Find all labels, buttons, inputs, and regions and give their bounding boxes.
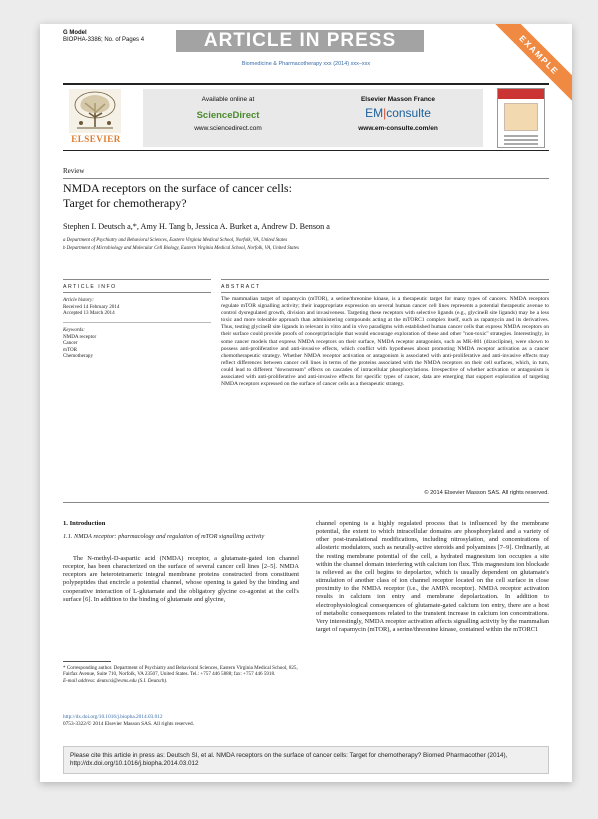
cover-line	[504, 135, 538, 137]
history-label: Article history:	[63, 297, 94, 303]
cover-line	[504, 139, 538, 141]
em-logo-divider: |	[383, 106, 387, 120]
elsevier-masson-label: Elsevier Masson France	[360, 96, 436, 103]
journal-cover-thumbnail[interactable]	[497, 88, 545, 148]
available-online-label: Available online at	[201, 96, 255, 103]
corresponding-author-footnote	[63, 665, 299, 684]
em-consulte-logo[interactable]	[313, 106, 483, 120]
sciencedirect-logo[interactable]: ScienceDirect	[196, 110, 260, 121]
elsevier-wordmark: ELSEVIER	[71, 134, 121, 144]
divider	[63, 178, 549, 179]
elsevier-tree-icon	[69, 89, 121, 133]
em-logo-left: EM	[365, 106, 384, 120]
article-in-press-banner: ARTICLE IN PRESS	[176, 30, 424, 52]
footnote-text: * Corresponding author. Department of Psychiatry and Behavioral Sciences, Eastern Virginia Medical School, 825, Fairfax Avenue, Suite 710, Norfolk, VA 23507, United States. Tel.: +757 446 5888; fax: +757 446 5918.	[63, 665, 298, 678]
example-ribbon-label: EXAMPLE	[492, 24, 572, 104]
gmodel-label: G Model	[63, 30, 87, 36]
article-info-heading: ARTICLE INFO	[63, 284, 117, 290]
issn-line: 0753-3322/© 2014 Elsevier Masson SAS. All rights reserved.	[63, 721, 194, 727]
cover-line	[504, 143, 538, 145]
received-date: Received 14 February 2014	[63, 303, 120, 310]
abstract-heading: ABSTRACT	[221, 284, 261, 290]
cover-top-band	[498, 89, 544, 99]
keywords-block	[63, 327, 96, 360]
author-list: Stephen I. Deutsch a,*, Amy H. Tang b, Jessica A. Burket a, Andrew D. Benson a	[63, 222, 330, 231]
keyword-item: NMDA receptor	[63, 333, 97, 340]
footnote-email[interactable]: E-mail address: deutscsi@evms.edu (S.I. Deutsch).	[63, 677, 168, 684]
cite-this-article-box: Please cite this article in press as: Deutsch SI, et al. NMDA receptors on the surface of cancer cells: Target for chemotherapy? Biomed Pharmacother (2014), http://dx.doi.org/10.1016/j.biopha.2014.03.012	[63, 746, 549, 774]
divider	[63, 292, 211, 293]
keywords-label: Keywords:	[63, 327, 85, 333]
section-heading-introduction: 1. Introduction	[63, 520, 106, 527]
article-history	[63, 297, 119, 317]
footnote-rule	[63, 661, 111, 662]
affiliation-b: b Department of Microbiology and Molecular Cell Biology, Eastern Virginia Medical School, Norfolk, VA, United States	[63, 246, 299, 251]
affiliation-a: a Department of Psychiatry and Behavioral Sciences, Eastern Virginia Medical School, Norfolk, VA, United States	[63, 238, 288, 243]
divider	[63, 502, 549, 503]
divider	[63, 322, 211, 323]
ref-id: BIOPHA-3386; No. of Pages 4	[63, 37, 145, 43]
keyword-item: mTOR	[63, 346, 78, 353]
availability-box	[143, 89, 483, 147]
journal-header-band	[63, 83, 549, 151]
body-column-left: The N-methyl-D-aspartic acid (NMDA) receptor, a glutamate-gated ion channel receptor, has been characterized on the surface of several cancer cell lines [2–5]. NMDA receptors are heterotetrameric integral membrane proteins constructed from constituent polypeptides that encircle a potential channel, whose opening is gated by the binding and cooperative interaction of L-glutamate and the obligatory glycine co-agonist at the cell's surface [6]. In addition to the binding of glutamate and glycine,	[63, 555, 299, 603]
elsevier-logo[interactable]	[63, 89, 129, 149]
em-logo-right: consulte	[386, 106, 431, 120]
doi-link[interactable]: http://dx.doi.org/10.1016/j.biopha.2014.03.012	[63, 714, 163, 720]
journal-citation-line[interactable]: Biomedicine & Pharmacotherapy xxx (2014) xxx–xxx	[241, 61, 371, 67]
keyword-item: Chemotherapy	[63, 353, 93, 359]
title-line-1: NMDA receptors on the surface of cancer cells:	[63, 181, 292, 195]
divider	[221, 279, 549, 280]
divider	[63, 279, 211, 280]
accepted-date: Accepted 13 March 2014	[63, 310, 115, 316]
body-column-right: channel opening is a highly regulated process that is influenced by the membrane potential, the extent to which intracellular domains are phosphorylated and a variety of other post-translational modifications, including nitrosylation, and concentrations of allosteric modulators, such as neurally-active steroids and polyamines [7–9]. Ordinarily, at the resting membrane potential of the cell, a hydrated magnesium ion occupies a site within the channel domain interfering with calcium ion flux. This magnesium ion blockade is relieved as the cell begins to depolarize, which is usually dependent on glutamate's stimulation of another class of ion channel receptor located on the cell surface in close proximity to the NMDA receptor (i.e., the AMPA receptor). NMDA receptor activation results in calcium ion entry and membrane depolarization. In addition to electrophysiological consequences of glutamate-gated calcium ion entry, there are a host of metabolic consequences related to the transient increase in calcium ion concentrations. Very interestingly, NMDA receptor activation affects signalling activity by the mammalian target of rapamycin (mTOR), a serine/threonine kinase, contained within the mTORC1	[316, 520, 549, 634]
abstract-copyright: © 2014 Elsevier Masson SAS. All rights reserved.	[424, 490, 549, 496]
manuscript-ref	[63, 30, 144, 44]
cover-image	[504, 103, 538, 131]
abstract-text: The mammalian target of rapamycin (mTOR), a serine/threonine kinase, is a therapeutic target for many types of cancers. NMDA receptors regulate mTOR signalling activity; their inappropriate expression on several human cancer cell lines represents a potential therapeutic avenue to control dysregulated growth, division and invasiveness. Targeting these receptors with selective ligands (e.g., glycineB site ligands) may be a less toxic and more tolerable approach than administering compounds acting at the mTORC1 complex itself, such as rapamycin and its derivatives. Thus, testing glycineB site ligands in relevant in vitro and in vivo paradigms with established human cancer cells that express NMDA receptors on their surface could provide proofs of concept/principle that would encourage exploration of these and other "non-toxic" strategies. Interestingly, in some cancer models that express NMDA receptors on their surface, NMDA receptor antagonists, such as MK-801 (dizocilpine), were shown to possess anti-proliferative and anti-invasive effects, which conflict with hypotheses about promoting NMDA receptor activation as a cancer chemotherapeutic strategy. Whether NMDA receptor activation or antagonism is associated with anti-proliferative and anti-invasive effects may reflect differences between cancer cell lines in terms of the proteins associated with the NMDA receptors on their cell surfaces, which, in turn, could lead to different "downstream" effects on cascades of intracellular phosphorylations. Irrespective of whether activation or antagonism is associated with anti-proliferative and anti-invasive effects for specific types of cancer, data are emerging that support exploration of targeting NMDA receptors expressed on the surface of cancer cells as a therapeutic strategy.	[221, 296, 549, 388]
article-title	[63, 181, 292, 211]
divider	[221, 292, 549, 293]
sciencedirect-url[interactable]: www.sciencedirect.com	[194, 125, 262, 132]
keyword-item: Cancer	[63, 340, 78, 346]
subsection-heading: 1.1. NMDA receptor: pharmacology and regulation of mTOR signalling activity	[63, 533, 265, 540]
title-line-2: Target for chemotherapy?	[63, 196, 187, 210]
em-consulte-url[interactable]: www.em-consulte.com/en	[358, 125, 438, 132]
article-type: Review	[63, 167, 85, 175]
article-page	[40, 24, 572, 782]
